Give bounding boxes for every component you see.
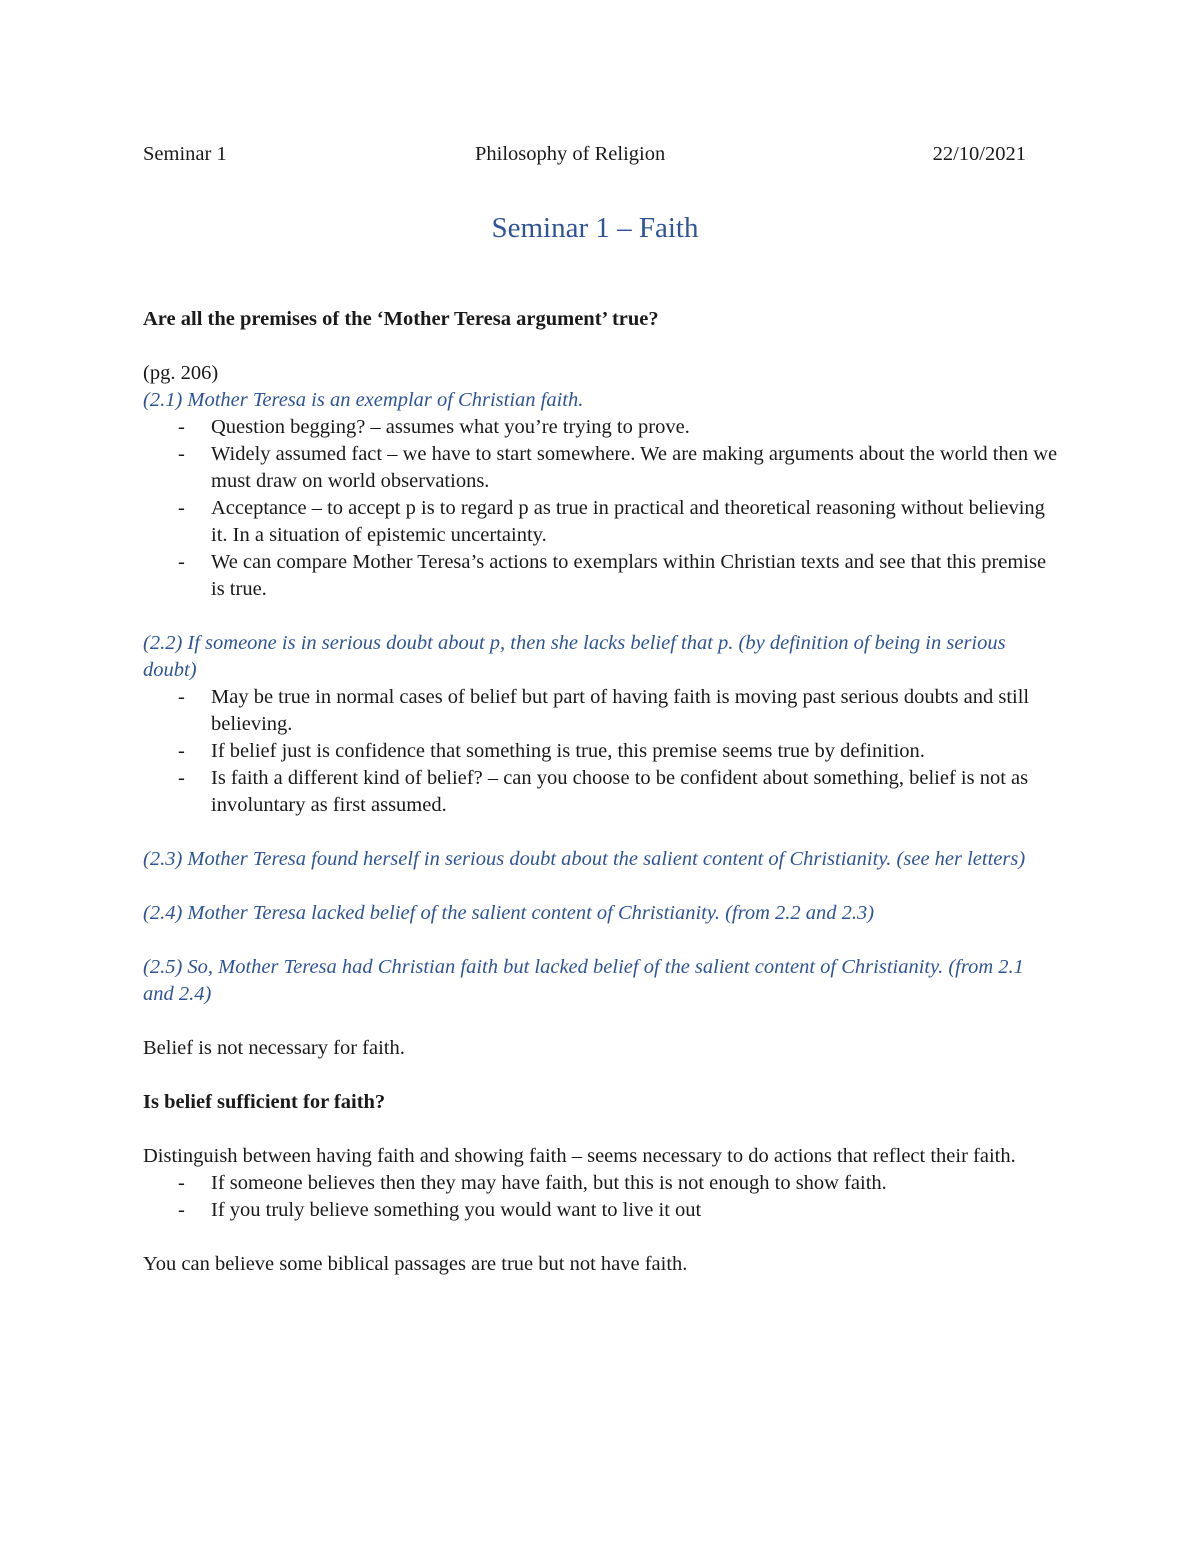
header-course-label: Seminar 1 — [143, 143, 227, 165]
header-date: 22/10/2021 — [932, 143, 1026, 165]
header-subject: Philosophy of Religion — [475, 143, 666, 165]
distinction-paragraph: Distinguish between having faith and showing faith – seems necessary to do actions that reflect their faith. — [143, 1145, 1016, 1167]
premise-2-5: (2.5) So, Mother Teresa had Christian faith but lacked belief of the salient content of Christianity. (from 2.1 and 2.4) — [143, 956, 1024, 1005]
list-item: - If you truly believe something you would want to live it out — [143, 1197, 1058, 1224]
list-item: - Is faith a different kind of belief? – can you choose to be confident about something, belief is not as involuntary as first assumed. — [143, 765, 1058, 819]
list-item: - Question begging? – assumes what you’re trying to prove. — [143, 414, 1058, 441]
list-item: - Widely assumed fact – we have to start somewhere. We are making arguments about the world then we must draw on world observations. — [143, 441, 1058, 495]
list-item: - May be true in normal cases of belief but part of having faith is moving past serious doubts and still believing. — [143, 684, 1058, 738]
section-question-premises: Are all the premises of the ‘Mother Teresa argument’ true? — [143, 308, 659, 330]
list-item: - Acceptance – to accept p is to regard p as true in practical and theoretical reasoning without believing it. In a situation of epistemic uncertainty. — [143, 495, 1058, 549]
conclusion-text: Belief is not necessary for faith. — [143, 1037, 405, 1059]
list-item: - We can compare Mother Teresa’s actions to exemplars within Christian texts and see that this premise is true. — [143, 549, 1058, 603]
page-header — [143, 143, 1026, 171]
premise-2-3: (2.3) Mother Teresa found herself in serious doubt about the salient content of Christianity. (see her letters) — [143, 848, 1026, 870]
list-item: - If someone believes then they may have faith, but this is not enough to show faith. — [143, 1170, 1058, 1197]
premise-2-1: (2.1) Mother Teresa is an exemplar of Christian faith. — [143, 389, 584, 411]
premise-2-2: (2.2) If someone is in serious doubt about p, then she lacks belief that p. (by definition of being in serious doubt) — [143, 632, 1006, 681]
sufficiency-notes — [143, 1170, 1058, 1224]
section-question-sufficiency: Is belief sufficient for faith? — [143, 1091, 386, 1113]
premise-2-2-notes — [143, 684, 1058, 819]
premise-2-4: (2.4) Mother Teresa lacked belief of the salient content of Christianity. (from 2.2 and 2.3) — [143, 902, 875, 924]
page-title: Seminar 1 – Faith — [491, 212, 699, 244]
list-item: - If belief just is confidence that something is true, this premise seems true by definition. — [143, 738, 1058, 765]
closing-paragraph: You can believe some biblical passages are true but not have faith. — [143, 1253, 688, 1275]
premise-2-1-notes — [143, 414, 1058, 603]
document-body — [143, 306, 1058, 1278]
page-reference: (pg. 206) — [143, 362, 219, 384]
